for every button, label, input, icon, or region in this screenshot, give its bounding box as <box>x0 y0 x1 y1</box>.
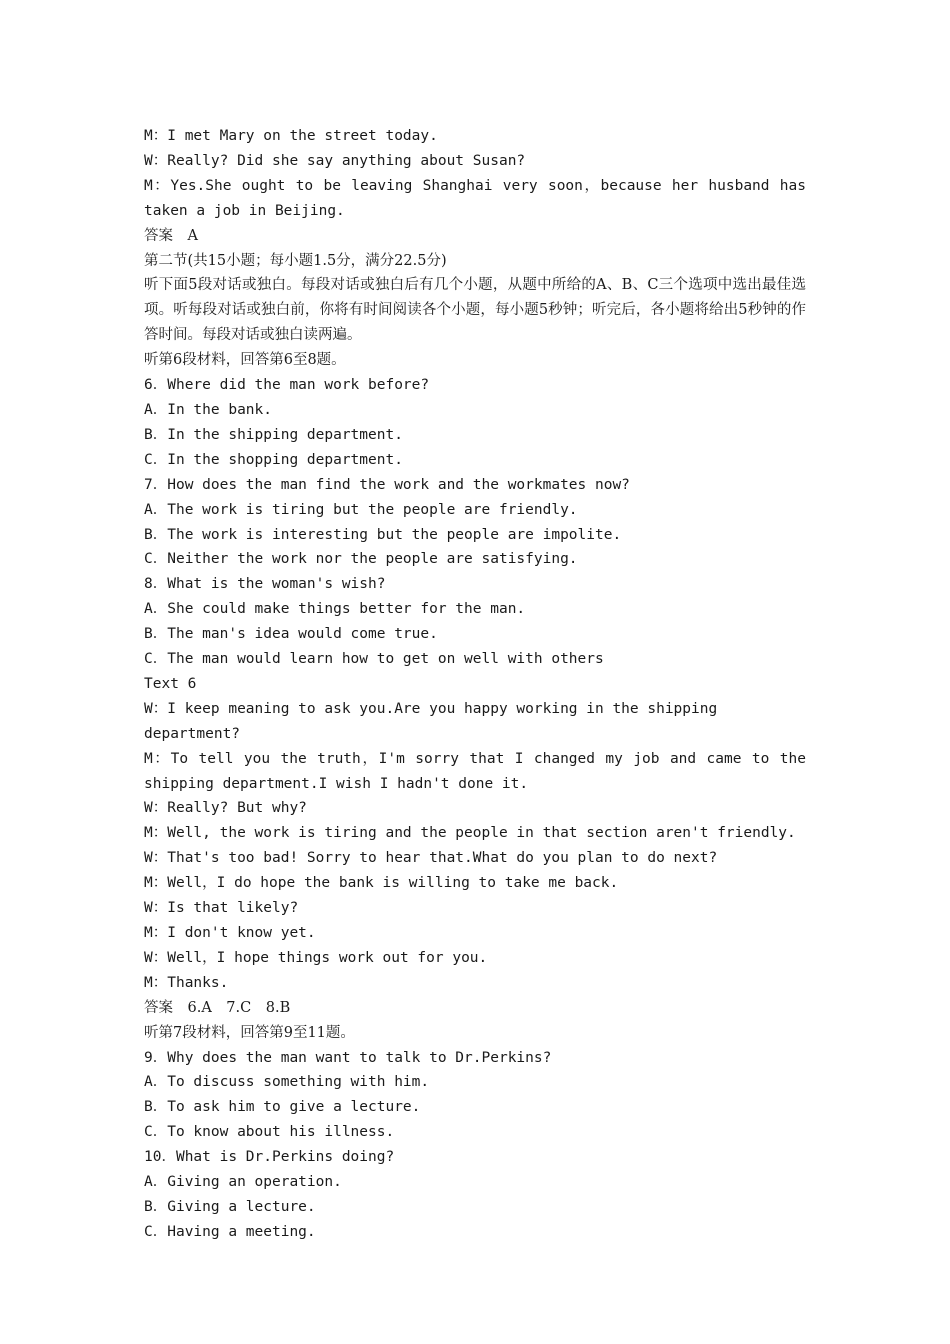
dialogue-line: M：I met Mary on the street today. <box>144 128 438 144</box>
question: 10．What is Dr.Perkins doing? <box>144 1149 395 1166</box>
question: 6．Where did the man work before? <box>144 377 430 394</box>
answer-line: 答案 6.A 7.C 8.B <box>144 999 291 1016</box>
question: 7．How does the man find the work and the workmates now? <box>144 476 630 493</box>
option: A．In the bank. <box>144 401 272 418</box>
dialogue-line: W：Really? Did she say anything about Susan? <box>144 152 526 169</box>
question: 8．What is the woman's wish? <box>144 576 386 593</box>
option: B．In the shipping department. <box>144 426 403 443</box>
option: A．Giving an operation. <box>144 1174 342 1191</box>
answer-line: 答案 A <box>144 227 198 244</box>
dialogue-line: W：Well，I hope things work out for you. <box>144 949 488 966</box>
dialogue-line: M：To tell you the truth，I'm sorry that I changed my job and came to the shipping department.I wish I hadn't done it. <box>144 750 815 792</box>
question: 9．Why does the man want to talk to Dr.Perkins? <box>144 1049 552 1066</box>
dialogue-line: W：I keep meaning to ask you.Are you happy working in the shipping department? <box>144 700 726 742</box>
option: A．The work is tiring but the people are friendly. <box>144 501 578 518</box>
dialogue-line: W：Is that likely? <box>144 900 299 917</box>
option: B．Giving a lecture. <box>144 1198 316 1215</box>
option: A．To discuss something with him. <box>144 1074 430 1091</box>
text-heading: Text 6 <box>144 675 197 692</box>
instructions-paragraph: 听下面5段对话或独白。每段对话或独白后有几个小题，从题中所给的A、B、C三个选项中选出最佳选项。听每段对话或独白前，你将有时间阅读各个小题，每小题5秒钟；听完后，各小题将给出5秒钟的作答时间。每段对话或独白读两遍。 <box>144 277 806 344</box>
option: C．Neither the work nor the people are satisfying. <box>144 551 578 568</box>
option: C．Having a meeting. <box>144 1223 316 1240</box>
section-heading: 第二节(共15小题；每小题1.5分，满分22.5分) <box>144 252 447 269</box>
option: C．To know about his illness. <box>144 1124 395 1141</box>
dialogue-line: M：Well, the work is tiring and the people in that section aren't friendly. <box>144 825 796 842</box>
option: C．In the shopping department. <box>144 451 403 468</box>
option: B．The man's idea would come true. <box>144 626 438 643</box>
option: A．She could make things better for the man. <box>144 601 526 618</box>
option: B．To ask him to give a lecture. <box>144 1099 421 1116</box>
document-page <box>144 124 815 1245</box>
dialogue-line: M：Yes.She ought to be leaving Shanghai very soon，because her husband has taken a job in Beijing. <box>144 177 815 219</box>
dialogue-line: M：I don't know yet. <box>144 925 316 941</box>
material-heading: 听第7段材料，回答第9至11题。 <box>144 1024 355 1041</box>
option: B．The work is interesting but the people are impolite. <box>144 526 622 543</box>
dialogue-line: M：Thanks. <box>144 974 229 991</box>
material-heading: 听第6段材料，回答第6至8题。 <box>144 352 346 369</box>
option: C．The man would learn how to get on well with others <box>144 651 604 668</box>
dialogue-line: W：Really? But why? <box>144 800 307 817</box>
dialogue-line: M：Well，I do hope the bank is willing to take me back. <box>144 875 619 892</box>
dialogue-line: W：That's too bad! Sorry to hear that.What do you plan to do next? <box>144 850 718 867</box>
